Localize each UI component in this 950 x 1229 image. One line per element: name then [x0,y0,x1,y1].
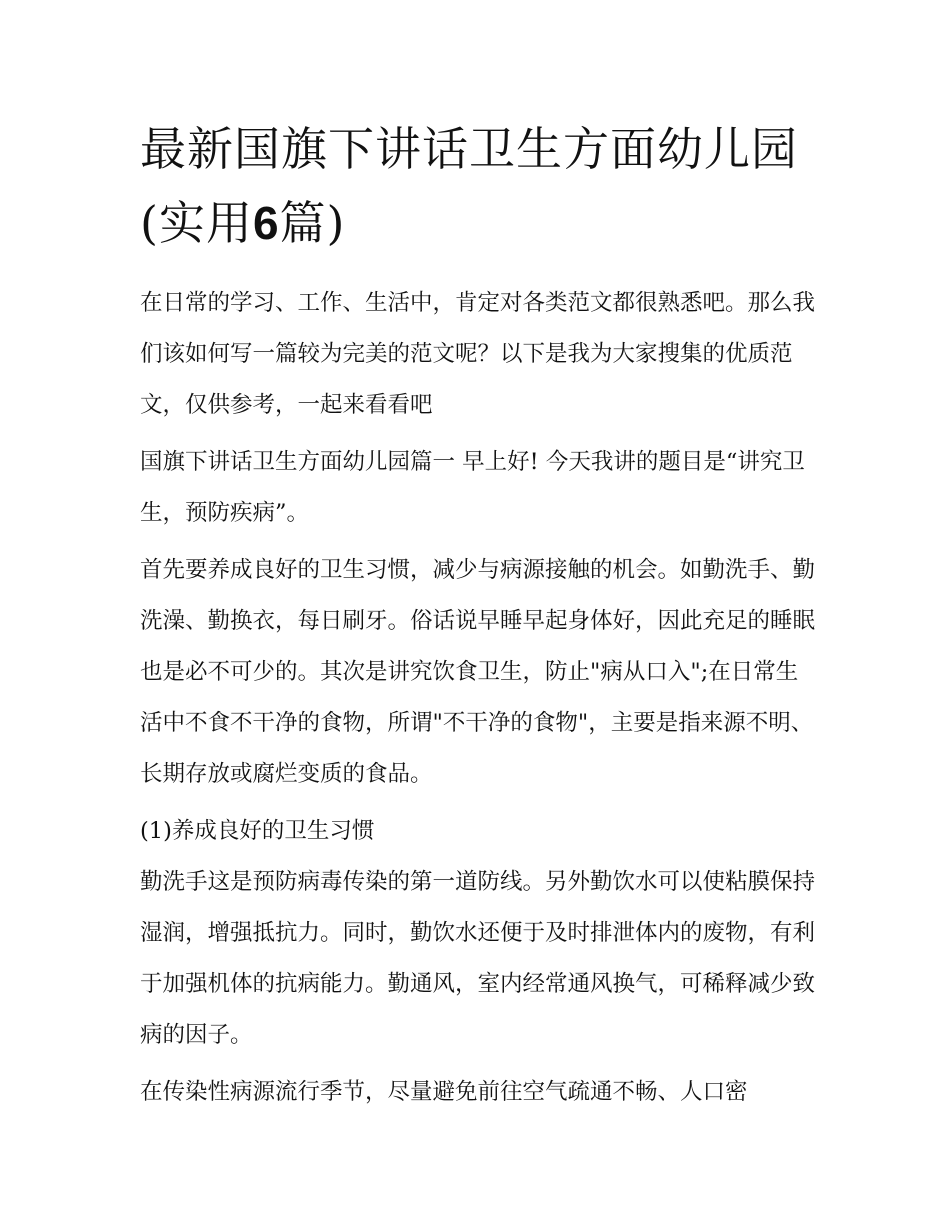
paragraph-speech-opening: 国旗下讲话卫生方面幼儿园篇一 早上好! 今天我讲的题目是“讲究卫生，预防疾病”。 [140,449,805,526]
section-heading-1: (1)养成良好的卫生习惯 [140,818,375,844]
title-number: 6 [252,197,280,249]
title-text-part1: 最新国旗下讲话卫生方面幼儿园(实用 [140,122,798,250]
title-text-part2: 篇) [279,196,346,250]
document-body [140,278,815,1124]
paragraph-intro: 在日常的学习、工作、生活中，肯定对各类范文都很熟悉吧。那么我们该如何写一篇较为完美的范文呢？以下是我为大家搜集的优质范文，仅供参考，一起来看看吧 [140,290,816,418]
paragraph-handwashing: 勤洗手这是预防病毒传染的第一道防线。另外勤饮水可以使粘膜保持湿润，增强抵抗力。同时，勤饮水还便于及时排泄体内的废物，有利于加强机体的抗病能力。勤通风，室内经常通风换气，可稀释减少致病的因子。 [140,869,816,1048]
paragraph-epidemic-season: 在传染性病源流行季节，尽量避免前往空气疏通不畅、人口密 [140,1079,748,1105]
document-title [140,112,820,260]
paragraph-hygiene-habits: 首先要养成良好的卫生习惯，减少与病源接触的机会。如勤洗手、勤洗澡、勤换衣，每日刷牙。俗话说早睡早起身体好，因此充足的睡眠也是必不可少的。其次是讲究饮食卫生，防止"病从口入";在日常生活中不食不干净的食物，所谓"不干净的食物"，主要是指来源不明、长期存放或腐烂变质的食品。 [140,557,816,787]
